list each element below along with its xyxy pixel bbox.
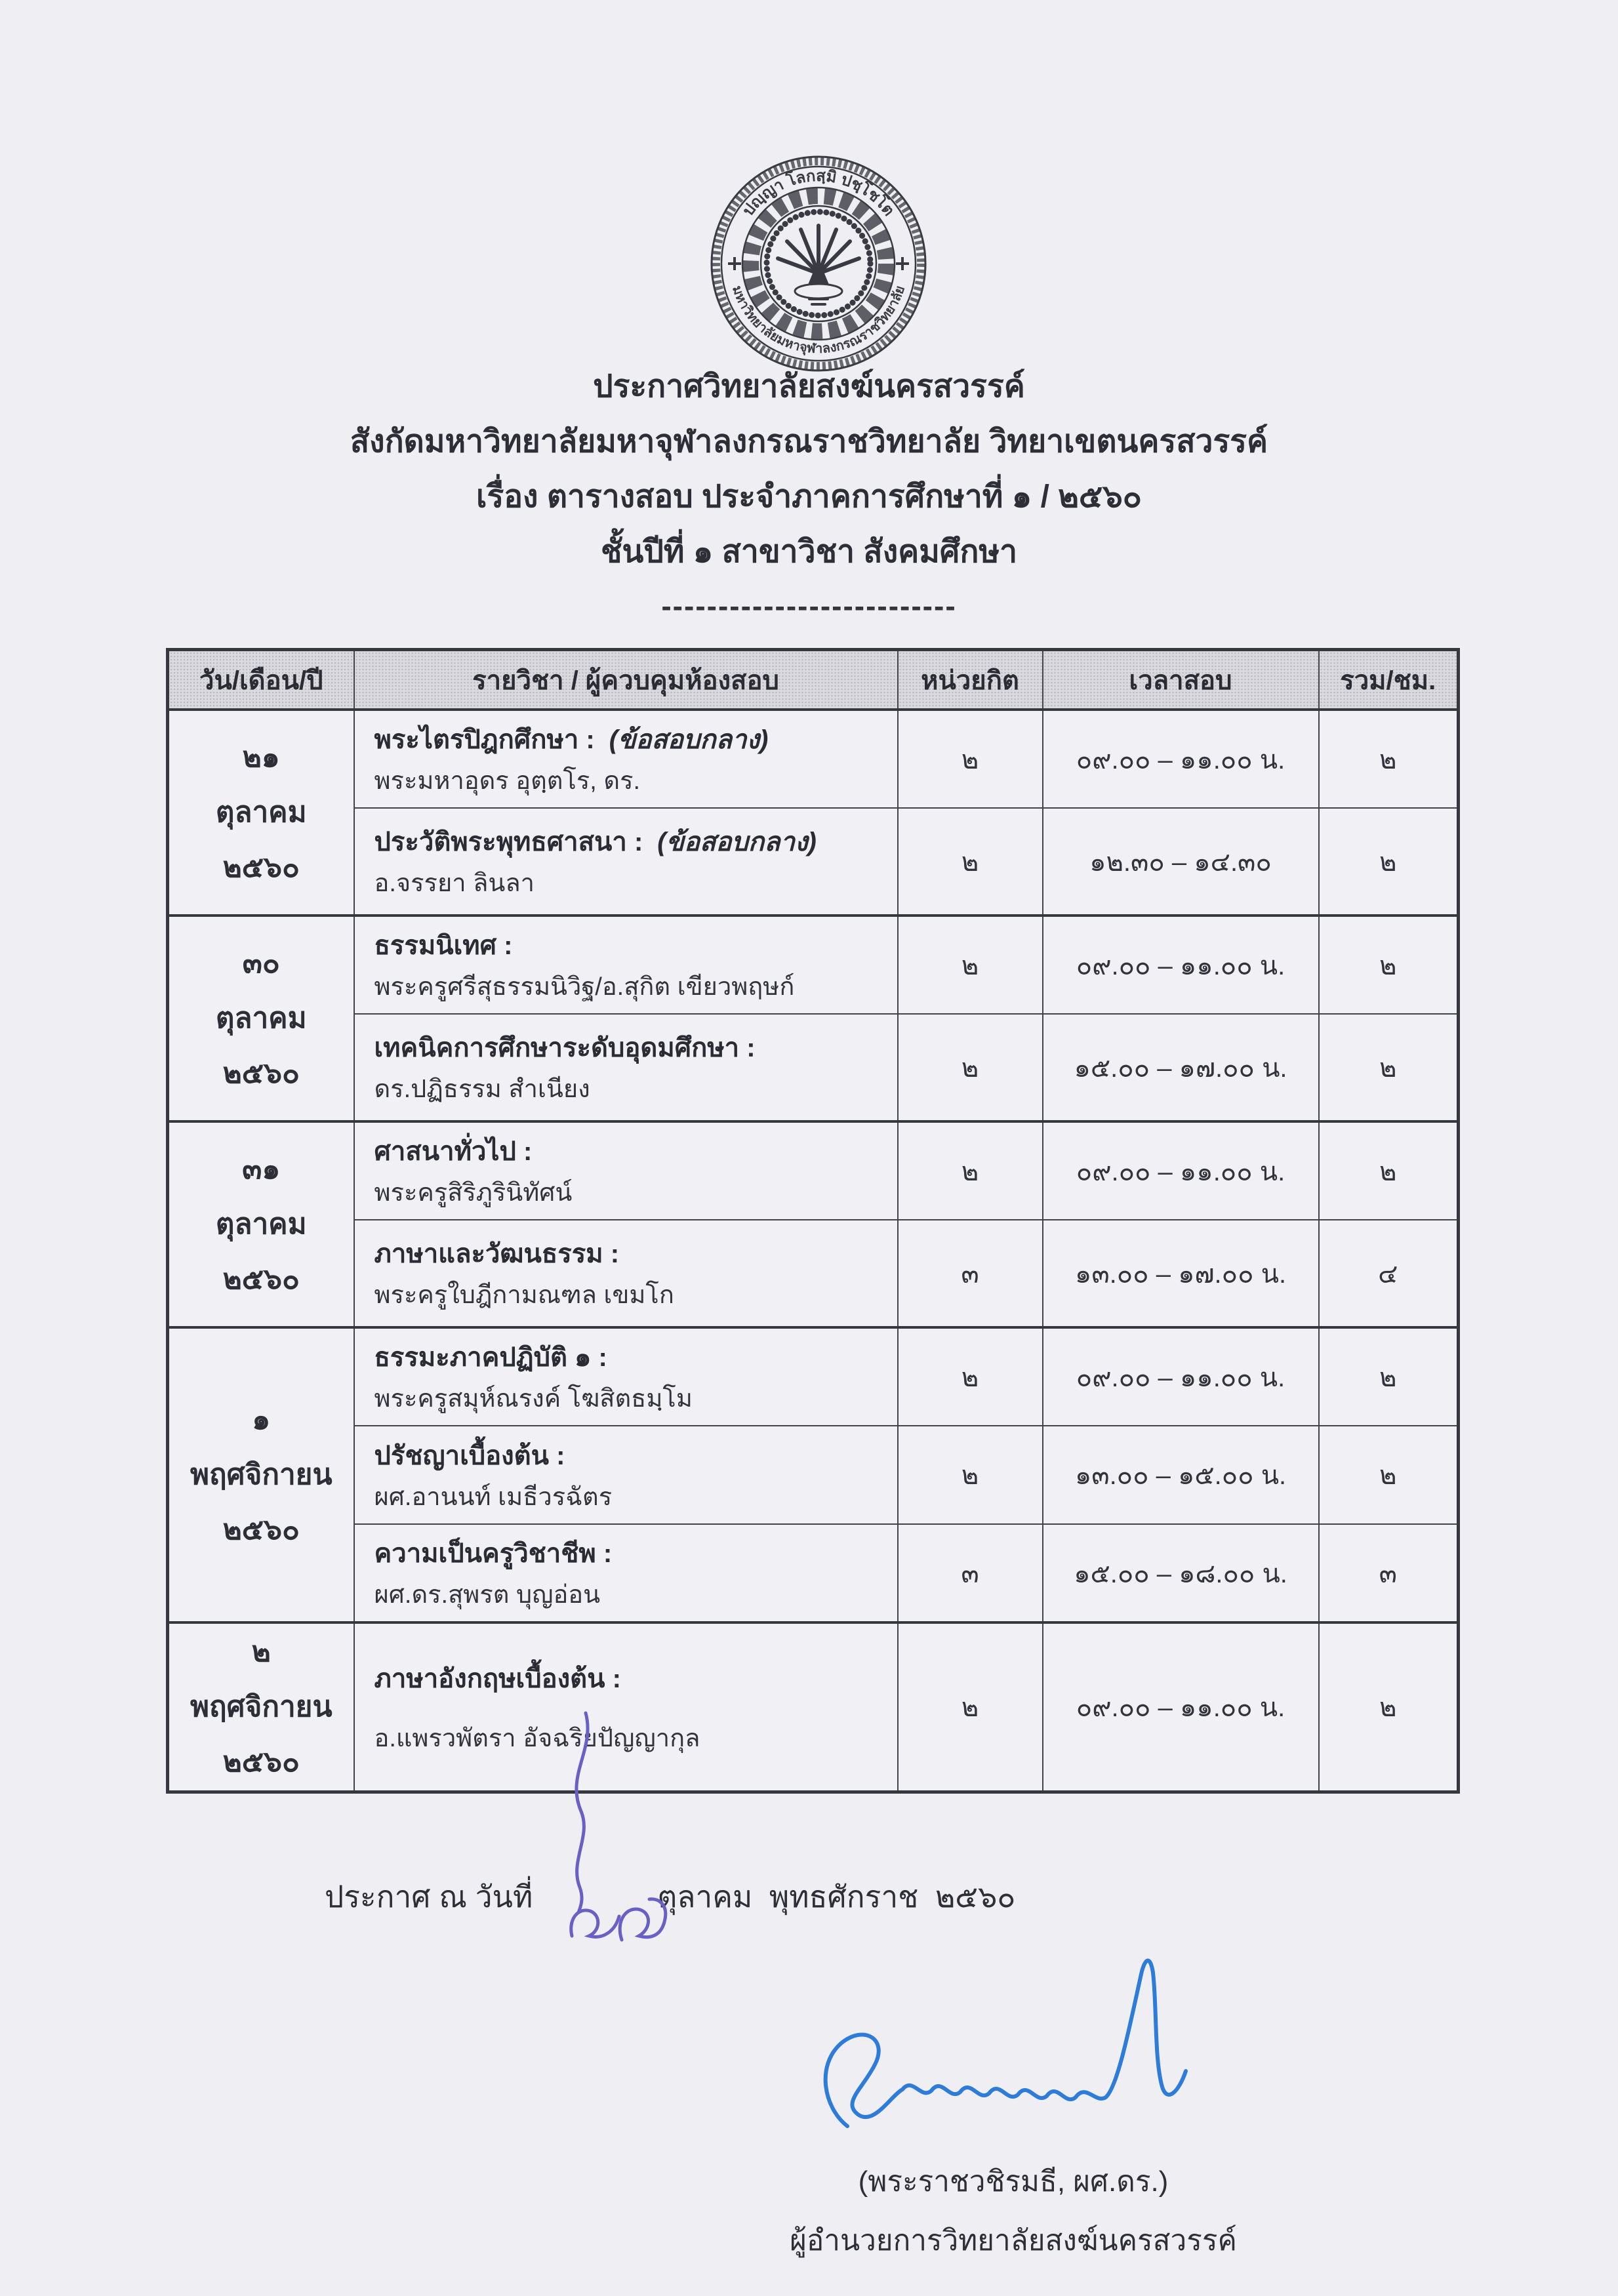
proctor-name: ผศ.อานนท์ เมธีวรฉัตร (374, 1483, 613, 1511)
hours-cell: ๒ (1319, 1121, 1459, 1220)
credits-cell: ๒ (898, 1622, 1043, 1792)
announce-date-line (325, 1873, 1015, 1921)
hours-cell: ๓ (1319, 1524, 1459, 1622)
time-cell: ๐๙.๐๐ – ๑๑.๐๐ น. (1043, 916, 1319, 1014)
date-year: ๒๕๖๐ (222, 851, 300, 883)
table-row (168, 1524, 1459, 1622)
seal-side-cross-right (896, 257, 909, 270)
date-month: พฤศจิกายน (190, 1691, 333, 1723)
seal-side-cross-left (728, 257, 741, 270)
announcement-title: ประกาศวิทยาลัยสงฆ์นครสวรรค์ (593, 369, 1025, 404)
time-cell: ๐๙.๐๐ – ๑๑.๐๐ น. (1043, 710, 1319, 808)
proctor-name: พระครูสิริภูรินิทัศน์ (374, 1179, 573, 1207)
table-row (168, 710, 1459, 808)
time-cell: ๑๓.๐๐ – ๑๗.๐๐ น. (1043, 1220, 1319, 1327)
header-date: วัน/เดือน/ปี (168, 650, 354, 710)
proctor-name: อ.จรรยา ลินลา (374, 870, 535, 897)
subject-name: เทคนิคการศึกษาระดับอุดมศึกษา : (374, 1034, 756, 1062)
credits-cell: ๒ (898, 1014, 1043, 1121)
subject-line: เรื่อง ตารางสอบ ประจำภาคการศึกษาที่ ๑ / ๒๕๖๐ (476, 479, 1142, 514)
date-day: ๑ (252, 1403, 271, 1436)
time-cell: ๑๒.๓๐ – ๑๔.๓๐ (1043, 808, 1319, 916)
proctor-name: พระครูใบฎีกามณฑล เขมโก (374, 1281, 674, 1309)
table-row (168, 916, 1459, 1014)
subject-note: (ข้อสอบกลาง) (657, 828, 817, 856)
time-cell: ๑๓.๐๐ – ๑๕.๐๐ น. (1043, 1426, 1319, 1524)
date-day: ๓๐ (242, 947, 280, 979)
credits-cell: ๒ (898, 710, 1043, 808)
table-row (168, 1327, 1459, 1426)
subject-cell (354, 1327, 898, 1426)
university-seal-graphic (707, 152, 930, 375)
subject-cell (354, 1524, 898, 1622)
subject-cell (354, 1426, 898, 1524)
header-hours: รวม/ชม. (1319, 650, 1459, 710)
subject-cell (354, 1121, 898, 1220)
announce-prefix: ประกาศ ณ วันที่ (325, 1880, 533, 1914)
announcement-title-block (0, 359, 1618, 632)
subject-name: ความเป็นครูวิชาชีพ : (374, 1539, 613, 1568)
seal-bottom-name: มหาวิทยาลัยมหาจุฬาลงกรณราชวิทยาลัย (729, 284, 908, 357)
class-line: ชั้นปีที่ ๑ สาขาวิชา สังคมศึกษา (600, 534, 1018, 569)
director-signature-ink (826, 1960, 1186, 2126)
hours-cell: ๒ (1319, 1327, 1459, 1426)
date-day: ๓๑ (242, 1153, 281, 1185)
signer-title: ผู้อำนวยการวิทยาลัยสงฆ์นครสวรรค์ (790, 2225, 1237, 2257)
proctor-name: พระครูศรีสุธรรมนิวิฐ/อ.สุกิต เขียวพฤษก์ (374, 973, 795, 1001)
proctor-name: ผศ.ดร.สุพรต บุญอ่อน (374, 1581, 601, 1609)
credits-cell: ๓ (898, 1220, 1043, 1327)
hours-cell: ๒ (1319, 1014, 1459, 1121)
subject-name: ประวัติพระพุทธศาสนา : (ข้อสอบกลาง) (374, 828, 817, 856)
header-subject: รายวิชา / ผู้ควบคุมห้องสอบ (354, 650, 898, 710)
subject-cell (354, 710, 898, 808)
affiliation-line: สังกัดมหาวิทยาลัยมหาจุฬาลงกรณราชวิทยาลัย วิทยาเขตนครสวรรค์ (350, 424, 1268, 459)
hours-cell: ๒ (1319, 916, 1459, 1014)
subject-cell (354, 916, 898, 1014)
seal-top-motto: ปญฺญา โลกสฺมิ ปชฺโชโต (739, 167, 898, 220)
hours-cell: ๒ (1319, 710, 1459, 808)
date-day: ๒๑ (242, 741, 280, 773)
subject-name: พระไตรปิฎกศึกษา : (ข้อสอบกลาง) (374, 725, 769, 754)
date-year: ๒๕๖๐ (222, 1746, 300, 1778)
credits-cell: ๒ (898, 1121, 1043, 1220)
seal-center-emblem (778, 226, 859, 304)
announce-suffix: ตุลาคม พุทธศักราช ๒๕๖๐ (657, 1880, 1016, 1914)
header-time: เวลาสอบ (1043, 650, 1319, 710)
time-cell: ๐๙.๐๐ – ๑๑.๐๐ น. (1043, 1121, 1319, 1220)
table-row (168, 1426, 1459, 1524)
subject-name: ศาสนาทั่วไป : (374, 1137, 533, 1166)
date-month: ตุลาคม (215, 1002, 307, 1034)
date-year: ๒๕๖๐ (222, 1514, 300, 1546)
credits-cell: ๒ (898, 808, 1043, 916)
table-row (168, 1622, 1459, 1792)
hours-cell: ๒ (1319, 808, 1459, 916)
table-header-row (168, 650, 1459, 710)
exam-schedule-table (166, 648, 1460, 1794)
hours-cell: ๔ (1319, 1220, 1459, 1327)
hours-cell: ๒ (1319, 1426, 1459, 1524)
subject-name: ธรรมะภาคปฏิบัติ ๑ : (374, 1343, 607, 1372)
date-year: ๒๕๖๐ (222, 1057, 300, 1089)
subject-name: ปรัชญาเบื้องต้น : (374, 1441, 565, 1470)
date-year: ๒๕๖๐ (222, 1263, 300, 1295)
subject-name: ภาษาและวัฒนธรรม : (374, 1239, 620, 1268)
date-month: ตุลาคม (215, 1208, 307, 1240)
subject-name: ภาษาอังกฤษเบื้องต้น : (374, 1664, 621, 1693)
table-row (168, 808, 1459, 916)
table-row (168, 1121, 1459, 1220)
subject-cell (354, 808, 898, 916)
date-cell (168, 710, 354, 916)
date-cell (168, 916, 354, 1121)
subject-name: ธรรมนิเทศ : (374, 931, 513, 960)
date-month: พฤศจิกายน (190, 1459, 333, 1491)
date-cell (168, 1121, 354, 1327)
date-cell (168, 1327, 354, 1622)
subject-note: (ข้อสอบกลาง) (609, 725, 769, 754)
time-cell: ๑๕.๐๐ – ๑๗.๐๐ น. (1043, 1014, 1319, 1121)
university-seal (707, 152, 930, 375)
time-cell: ๐๙.๐๐ – ๑๑.๐๐ น. (1043, 1622, 1319, 1792)
time-cell: ๑๕.๐๐ – ๑๘.๐๐ น. (1043, 1524, 1319, 1622)
proctor-name: พระมหาอุดร อุตฺตโร, ดร. (374, 767, 641, 795)
credits-cell: ๓ (898, 1524, 1043, 1622)
date-month: ตุลาคม (215, 796, 307, 828)
time-cell: ๐๙.๐๐ – ๑๑.๐๐ น. (1043, 1327, 1319, 1426)
signer-block (577, 2152, 1449, 2270)
header-credits: หน่วยกิต (898, 650, 1043, 710)
credits-cell: ๒ (898, 1327, 1043, 1426)
table-row (168, 1220, 1459, 1327)
subject-cell (354, 1622, 898, 1792)
proctor-name: พระครูสมุห์ณรงค์ โฆสิตธมฺโม (374, 1385, 693, 1413)
credits-cell: ๒ (898, 1426, 1043, 1524)
subject-cell (354, 1220, 898, 1327)
date-cell (168, 1622, 354, 1792)
proctor-name: อ.แพรวพัตรา อัจฉริยปัญญากุล (374, 1724, 700, 1752)
hours-cell: ๒ (1319, 1622, 1459, 1792)
subject-cell (354, 1014, 898, 1121)
signer-name: (พระราชวชิรมธี, ผศ.ดร.) (858, 2165, 1169, 2198)
dashed-divider: -------------------------- (661, 589, 957, 623)
credits-cell: ๒ (898, 916, 1043, 1014)
table-row (168, 1014, 1459, 1121)
proctor-name: ดร.ปฏิธรรม สำเนียง (374, 1076, 590, 1103)
date-day: ๒ (251, 1636, 271, 1668)
